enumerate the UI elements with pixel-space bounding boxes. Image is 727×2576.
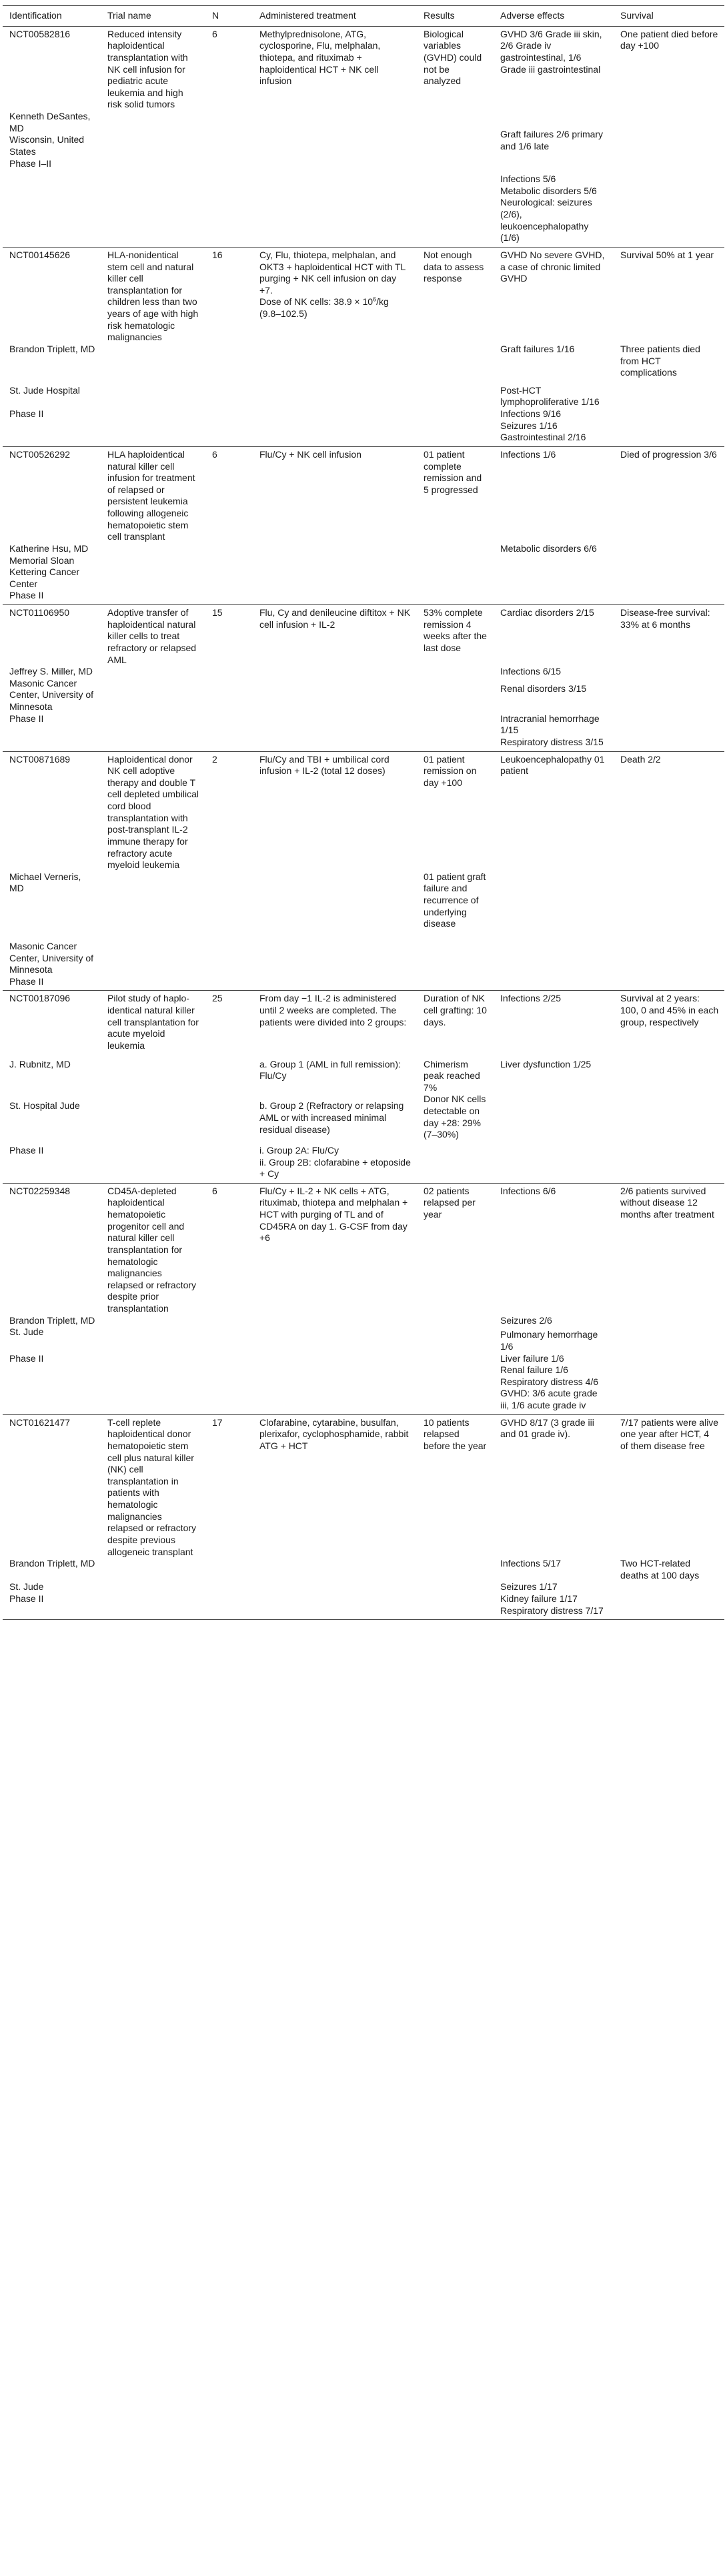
table-row — [3, 1183, 724, 1314]
trial-location: Masonic Cancer Center, University of Minnesota — [9, 677, 94, 712]
table-row — [3, 713, 724, 751]
trial-adverse-effects: Pulmonary hemorrhage 1/6 — [500, 1329, 598, 1352]
trial-phase: Phase I–II — [9, 157, 52, 169]
table-row — [3, 678, 724, 713]
trial-phase: Phase II — [9, 1593, 44, 1604]
trial-adverse-effects: Respiratory distress 3/15 — [500, 736, 604, 747]
header-row — [3, 6, 724, 27]
trial-name: T-cell replete haploidentical donor hematopoietic stem cell plus natural killer (NK) cell transplantation in patients with hematologic malignancies relapsed or refractory despite previous allogeneic transplant — [107, 1416, 197, 1557]
trial-results: Duration of NK cell grafting: 10 days. — [424, 993, 487, 1027]
trial-treatment: a. Group 1 (AML in full remission): Flu/Cy — [259, 1058, 401, 1082]
trial-id: NCT00187096 — [9, 993, 71, 1004]
trial-phase: Phase II — [9, 975, 44, 987]
trial-nk-dose: Dose of NK cells: $38.9 \times 10^6/kg$ (9.8–102.5) — [259, 296, 389, 319]
trial-adverse-effects: Infections 9/16 — [500, 408, 562, 419]
trial-treatment: i. Group 2A: Flu/Cy — [259, 1144, 339, 1156]
trial-results: Donor NK cells detectable on day +28: 29% (7–30%) — [424, 1094, 486, 1140]
table-row — [3, 871, 724, 930]
trial-investigator: Brandon Triplett, MD — [9, 1314, 95, 1326]
table-row — [3, 1052, 724, 1094]
header-survival: Survival — [614, 6, 724, 27]
trial-id: NCT00526292 — [9, 448, 71, 460]
trial-adverse-effects: GVHD No severe GVHD, a case of chronic limited GVHD — [500, 249, 605, 284]
trial-results: Not enough data to assess response — [424, 249, 484, 284]
trial-survival: 7/17 patients were alive one year after HCT, 4 of them disease free — [620, 1416, 719, 1451]
trial-results: 01 patient remission on day +100 — [424, 753, 477, 788]
trial-adverse-effects: Infections 2/25 — [500, 993, 562, 1004]
trial-name: HLA haploidentical natural killer cell infusion for treatment of relapsed or persistent leukemia following allogeneic hematopoietic stem cell transplant — [107, 448, 195, 542]
table-row — [3, 1558, 724, 1581]
trial-id: NCT02259348 — [9, 1185, 71, 1196]
trial-adverse-effects: Liver failure 1/6 — [500, 1352, 564, 1364]
trial-phase: Phase II — [9, 713, 44, 724]
table-row — [3, 751, 724, 871]
trial-group — [3, 26, 724, 247]
trial-treatment: From day −1 IL-2 is administered until 2 weeks are completed. The patients were divided into 2 groups: — [259, 993, 407, 1027]
trial-survival: One patient died before day +100 — [620, 28, 718, 51]
trial-adverse-effects: Post-HCT lymphoproliferative 1/16 — [500, 384, 600, 408]
trial-adverse-effects: Renal failure 1/6 — [500, 1364, 568, 1376]
trial-adverse-effects: Infections 1/6 — [500, 448, 556, 460]
trial-adverse-effects: GVHD: 3/6 acute grade iii, 1/6 acute grade iv — [500, 1388, 598, 1410]
trial-investigator: Michael Verneris, MD — [9, 871, 81, 894]
trial-n: 6 — [212, 448, 217, 460]
table-row — [3, 666, 724, 678]
trial-name: HLA-nonidentical stem cell and natural killer cell transplantation for children less than two years of age with high risk hematologic malignancies — [107, 249, 199, 343]
trial-location: St. Jude — [9, 1326, 44, 1338]
trial-adverse-effects: Gastrointestinal 2/16 — [500, 432, 586, 443]
trial-survival: Disease-free survival: 33% at 6 months — [620, 607, 710, 630]
trial-survival: Death 2/2 — [620, 753, 661, 765]
trial-adverse-effects: Metabolic disorders 5/6 — [500, 185, 597, 196]
trial-n: 15 — [212, 607, 223, 618]
trial-survival: Two HCT-related deaths at 100 days — [620, 1558, 700, 1581]
trial-group — [3, 1414, 724, 1620]
trial-n: 17 — [212, 1416, 223, 1428]
trial-group — [3, 991, 724, 1183]
trial-treatment: Flu/Cy + IL-2 + NK cells + ATG, rituximab, thiotepa and melphalan + HCT with purging of TL and of CD45RA on day 1. G-CSF from day +6 — [259, 1185, 408, 1244]
trial-investigator: Katherine Hsu, MD — [9, 542, 89, 554]
trial-group — [3, 751, 724, 991]
trial-location: Wisconsin, United States — [9, 134, 85, 157]
trial-n: 25 — [212, 993, 223, 1004]
trial-adverse-effects: Seizures 1/17 — [500, 1581, 558, 1593]
trial-results: 01 patient graft failure and recurrence of underlying disease — [424, 871, 486, 929]
trial-adverse-effects: Seizures 1/16 — [500, 420, 558, 431]
header-treatment: Administered treatment — [253, 6, 417, 27]
trial-treatment: b. Group 2 (Refractory or relapsing AML or with increased minimal residual disease) — [259, 1100, 404, 1135]
header-n: N — [205, 6, 253, 27]
trial-survival: Survival 50% at 1 year — [620, 249, 714, 260]
trial-adverse-effects: Metabolic disorders 6/6 — [500, 542, 597, 554]
trial-treatment: Flu, Cy and denileucine diftitox + NK cell infusion + IL-2 — [259, 607, 411, 630]
trial-name: CD45A-depleted haploidentical hematopoietic progenitor cell and natural killer cell transplantation for hematologic malignancies relapsed or refractory despite prior transplantation — [107, 1185, 197, 1314]
clinical-trials-table — [3, 5, 724, 1620]
trial-phase: Phase II — [9, 1144, 44, 1156]
trial-id: NCT01621477 — [9, 1416, 71, 1428]
trial-investigator: Brandon Triplett, MD — [9, 343, 95, 354]
trial-treatment: Methylprednisolone, ATG, cyclosporine, Flu, melphalan, thiotepa, and rituximab + haploidentical HCT + NK cell infusion — [259, 28, 381, 87]
trial-adverse-effects: Liver dysfunction 1/25 — [500, 1058, 592, 1069]
trial-investigator: Kenneth DeSantes, MD — [9, 111, 91, 133]
trial-adverse-effects: Infections 5/17 — [500, 1558, 562, 1569]
table-row — [3, 344, 724, 379]
trial-adverse-effects: Graft failures 1/16 — [500, 343, 575, 354]
table-row — [3, 111, 724, 158]
trial-id: NCT00582816 — [9, 28, 71, 39]
trial-adverse-effects: GVHD 3/6 Grade iii skin, 2/6 Grade iv gastrointestinal, 1/6 Grade iii gastrointestinal — [500, 28, 602, 75]
trial-location: Memorial Sloan Kettering Cancer Center — [9, 554, 80, 589]
header-trial-name: Trial name — [101, 6, 205, 27]
trial-n: 16 — [212, 249, 223, 260]
table-row — [3, 1581, 724, 1619]
trial-adverse-effects: Respiratory distress 7/17 — [500, 1605, 604, 1616]
trial-n: 2 — [212, 753, 217, 765]
table-row — [3, 1141, 724, 1183]
trial-survival: 2/6 patients survived without disease 12 months after treatment — [620, 1185, 714, 1220]
trial-adverse-effects: Respiratory distress 4/6 — [500, 1376, 599, 1387]
trial-survival: Survival at 2 years: 100, 0 and 45% in each group, respectively — [620, 993, 719, 1027]
trial-name: Adoptive transfer of haploidentical natural killer cells to treat refractory or relapsed AML — [107, 607, 197, 665]
trial-adverse-effects: Renal disorders 3/15 — [500, 683, 587, 694]
trial-id: NCT00871689 — [9, 753, 71, 765]
trial-adverse-effects: Infections 6/15 — [500, 666, 562, 677]
trial-id: NCT01106950 — [9, 607, 70, 618]
table-row — [3, 169, 724, 247]
trial-n: 6 — [212, 28, 217, 39]
trial-adverse-effects: Neurological: seizures (2/6), leukoencephalopathy (1/6) — [500, 197, 592, 244]
table-row — [3, 991, 724, 1052]
trial-group — [3, 605, 724, 752]
trial-adverse-effects: Cardiac disorders 2/15 — [500, 607, 594, 618]
trial-investigator: Jeffrey S. Miller, MD — [9, 666, 93, 677]
trial-location: St. Hospital Jude — [9, 1100, 80, 1112]
table-row — [3, 379, 724, 408]
trial-adverse-effects: Intracranial hemorrhage 1/15 — [500, 713, 600, 736]
trial-results: 01 patient complete remission and 5 progressed — [424, 448, 482, 495]
trial-treatment: Flu/Cy + NK cell infusion — [259, 448, 361, 460]
trial-adverse-effects: Infections 6/6 — [500, 1185, 556, 1196]
trial-treatment: ii. Group 2B: clofarabine + etoposide + Cy — [259, 1156, 411, 1180]
trial-adverse-effects: Seizures 2/6 — [500, 1314, 552, 1326]
header-identification: Identification — [3, 6, 101, 27]
table-row — [3, 605, 724, 667]
trial-n: 6 — [212, 1185, 217, 1196]
trial-survival: Died of progression 3/6 — [620, 448, 717, 460]
trial-location: St. Jude — [9, 1581, 44, 1593]
trial-name: Reduced intensity haploidentical transplantation with NK cell infusion for pediatric acute leukemia and high risk solid tumors — [107, 28, 188, 110]
trial-treatment: Clofarabine, cytarabine, busulfan, plerixafor, cyclophosphamide, rabbit ATG + HCT — [259, 1416, 409, 1451]
header-results: Results — [417, 6, 494, 27]
table-row — [3, 1094, 724, 1141]
trial-group — [3, 1183, 724, 1414]
table-row — [3, 158, 724, 170]
trial-phase: Phase II — [9, 590, 44, 601]
table-row — [3, 26, 724, 111]
trial-id: NCT00145626 — [9, 249, 71, 260]
header-adverse-effects: Adverse effects — [494, 6, 614, 27]
trial-treatment: Cy, Flu, thiotepa, melphalan, and OKT3 + haploidentical HCT with TL purging + NK cell infusion on day +7. — [259, 249, 406, 296]
table-row — [3, 1353, 724, 1415]
table-row — [3, 543, 724, 605]
table-row — [3, 1315, 724, 1327]
trial-phase: Phase II — [9, 1352, 44, 1364]
trial-group — [3, 247, 724, 446]
trial-results: Chimerism peak reached 7% — [424, 1058, 480, 1093]
trial-adverse-effects: Infections 5/6 — [500, 173, 556, 185]
table-row — [3, 1414, 724, 1558]
trial-survival: Three patients died from HCT complications — [620, 343, 700, 378]
trial-adverse-effects: Kidney failure 1/17 — [500, 1593, 578, 1604]
trial-adverse-effects: Leukoencephalopathy 01 patient — [500, 753, 605, 777]
trial-adverse-effects: GVHD 8/17 (3 grade iii and 01 grade iv). — [500, 1416, 594, 1440]
trial-results: Biological variables (GVHD) could not be analyzed — [424, 28, 482, 87]
trial-phase: Phase II — [9, 408, 44, 419]
table-row — [3, 247, 724, 344]
trial-location: Masonic Cancer Center, University of Minnesota — [9, 940, 94, 975]
trial-name: Pilot study of haplo-identical natural killer cell transplantation for acute myeloid leukemia — [107, 993, 199, 1051]
table-row — [3, 446, 724, 543]
table-row — [3, 930, 724, 991]
trial-name: Haploidentical donor NK cell adoptive therapy and double T cell depleted umbilical cord blood transplantation with post-transplant IL-2 immune therapy for refractory acute myeloid leukemia — [107, 753, 199, 871]
trial-adverse-effects: Graft failures 2/6 primary and 1/6 late — [500, 129, 604, 151]
trial-investigator: J. Rubnitz, MD — [9, 1058, 71, 1069]
table-row — [3, 408, 724, 446]
table-row — [3, 1326, 724, 1352]
trial-group — [3, 446, 724, 604]
trial-results: 02 patients relapsed per year — [424, 1185, 476, 1220]
trial-investigator: Brandon Triplett, MD — [9, 1558, 95, 1569]
trial-results: 10 patients relapsed before the year — [424, 1416, 487, 1451]
trial-location: St. Jude Hospital — [9, 384, 80, 396]
trial-results: 53% complete remission 4 weeks after the last dose — [424, 607, 487, 653]
trial-treatment: Flu/Cy and TBI + umbilical cord infusion + IL-2 (total 12 doses) — [259, 753, 390, 777]
